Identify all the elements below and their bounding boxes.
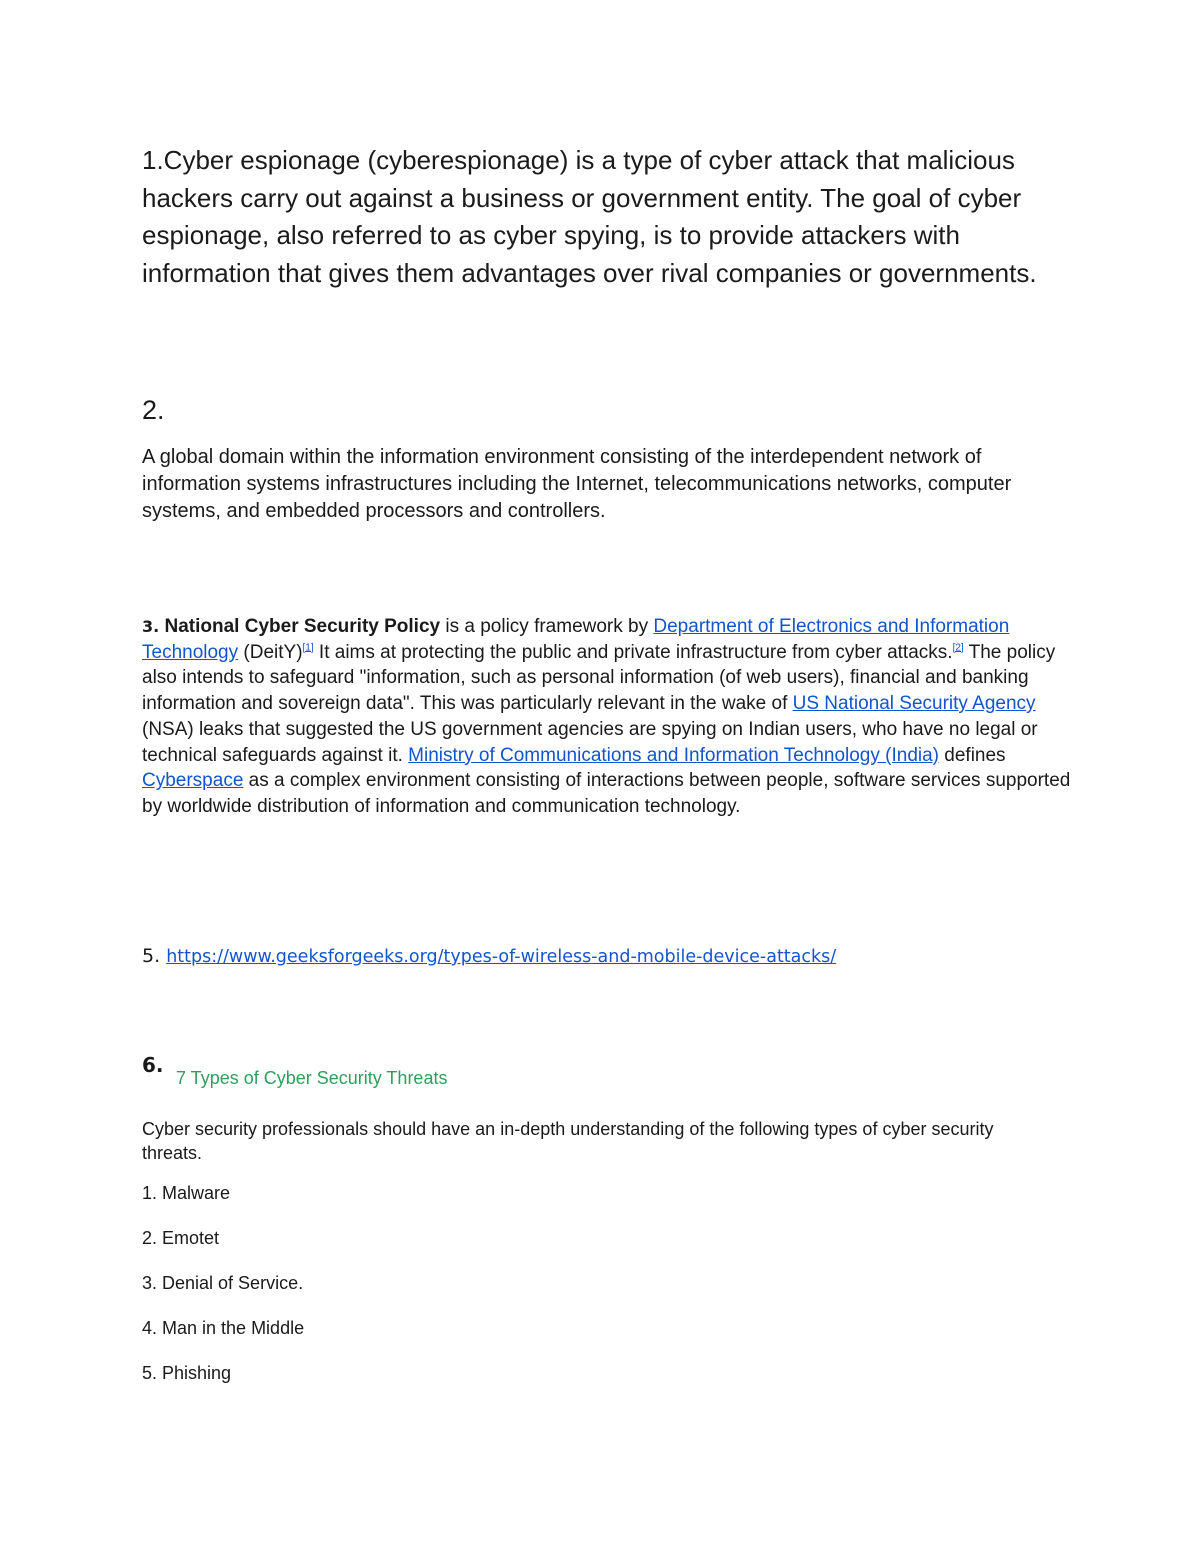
geeksforgeeks-link[interactable]: https://www.geeksforgeeks.org/types-of-wireless-and-mobile-device-attacks/ [166, 947, 837, 967]
threat-list-item: 2. Emotet [142, 1228, 220, 1248]
text-span: defines [939, 744, 1006, 766]
threat-list-item: 5. Phishing [142, 1363, 232, 1383]
threat-list-item: 4. Man in the Middle [142, 1318, 305, 1338]
link-deity[interactable]: Department of Electronics and Information Technology [142, 616, 1010, 663]
policy-term: National Cyber Security Policy [164, 616, 441, 637]
section-6-title: 7 Types of Cyber Security Threats [176, 1068, 448, 1088]
text-span: (DeitY) [238, 641, 303, 663]
ref-2-link[interactable]: [2] [952, 642, 964, 654]
text-span: (NSA) leaks that suggested the US government agencies are spying on Indian users, who have no legal or technical safeguards against it. [142, 718, 1038, 766]
section-5 [142, 945, 836, 967]
threat-list-item: 1. Malware [142, 1183, 231, 1203]
section-2-number: 2. [142, 395, 165, 425]
link-cyberspace[interactable]: Cyberspace [142, 770, 244, 792]
text-span: The policy also intends to safeguard "information, such as personal information (of web users), financial and banking information and sovereign data". This was particularly relevant in the wake of [142, 641, 1056, 715]
text-span: It aims at protecting the public and private infrastructure from cyber attacks. [313, 641, 953, 663]
text-span: as a complex environment consisting of interactions between people, software services supported by worldwide distribution of information and communication technology. [142, 770, 1071, 817]
link-ministry[interactable]: Ministry of Communications and Information Technology (India) [408, 744, 940, 766]
section-3-paragraph [142, 614, 1072, 820]
section-5-number: 5. [142, 945, 161, 967]
threat-list-item: 3. Denial of Service. [142, 1273, 304, 1293]
link-nsa[interactable]: US National Security Agency [792, 693, 1036, 715]
section-1-paragraph: 1.Cyber espionage (cyberespionage) is a type of cyber attack that malicious hackers carry out against a business or government entity. The goal of cyber espionage, also referred to as cyber spying, is to provide attackers with information that gives them advantages over rival companies or governments. [142, 145, 1037, 288]
section-2-paragraph: A global domain within the information environment consisting of the interdependent network of information systems infrastructures including the Internet, telecommunications networks, computer systems, and embedded processors and controllers. [142, 446, 1012, 522]
text-span: is a policy framework by [440, 616, 654, 637]
ref-1-link[interactable]: [1] [302, 642, 314, 654]
section-6-number: 6. [142, 1053, 164, 1077]
section-3-number: 3. [142, 617, 160, 636]
section-6-intro: Cyber security professionals should have an in-depth understanding of the following types of cyber security threats. [142, 1119, 994, 1163]
